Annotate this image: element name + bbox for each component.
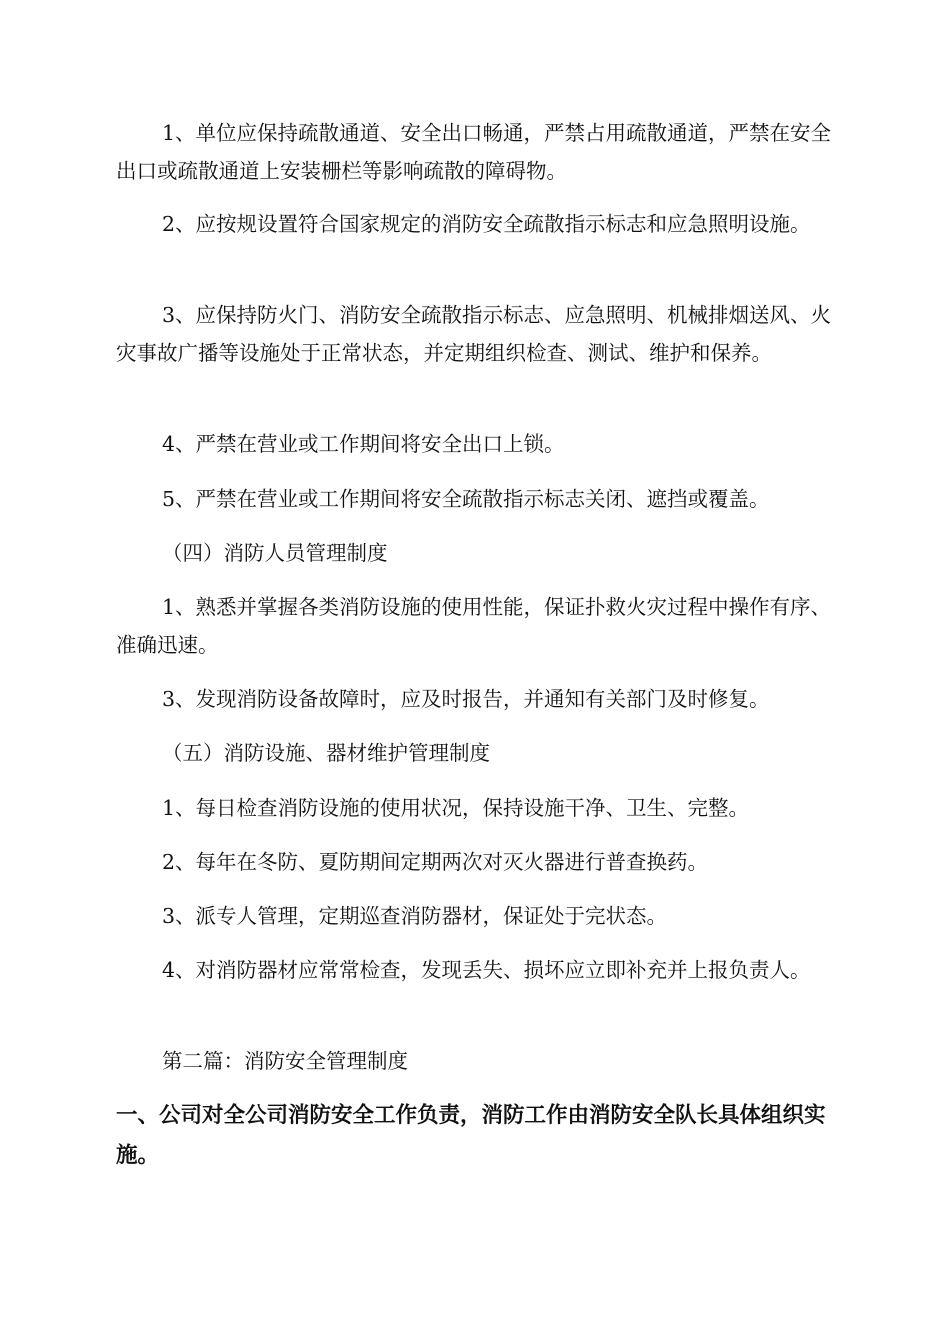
paragraph-equipment-4: 4、对消防器材应常常检查，发现丢失、损坏应立即补充并上报负责人。 [162, 958, 811, 982]
paragraph-evacuation-3: 3、应保持防火门、消防安全疏散指示标志、应急照明、机械排烟送风、火灾事故广播等设施处于正常状态，并定期组织检查、测试、维护和保养。 [116, 303, 832, 365]
paragraph-evacuation-5: 5、严禁在营业或工作期间将安全疏散指示标志关闭、遮挡或覆盖。 [162, 487, 770, 511]
paragraph-personnel-3: 3、发现消防设备故障时，应及时报告，并通知有关部门及时修复。 [162, 687, 770, 711]
paragraph-evacuation-2: 2、应按规设置符合国家规定的消防安全疏散指示标志和应急照明设施。 [162, 212, 811, 236]
paragraph-equipment-1: 1、每日检查消防设施的使用状况，保持设施干净、卫生、完整。 [162, 796, 750, 820]
paragraph-evacuation-1: 1、单位应保持疏散通道、安全出口畅通，严禁占用疏散通道，严禁在安全出口或疏散通道上安装栅栏等影响疏散的障碍物。 [116, 121, 832, 183]
paragraph-evacuation-4: 4、严禁在营业或工作期间将安全出口上锁。 [162, 432, 565, 456]
bold-heading: 一、公司对全公司消防安全工作负责，消防工作由消防安全队长具体组织实施。 [116, 1103, 826, 1168]
section-heading-equipment: （五）消防设施、器材维护管理制度 [162, 741, 490, 765]
section-heading-personnel: （四）消防人员管理制度 [162, 541, 388, 565]
paragraph-equipment-3: 3、派专人管理，定期巡查消防器材，保证处于完状态。 [162, 904, 668, 928]
paragraph-personnel-1: 1、熟悉并掌握各类消防设施的使用性能，保证扑救火灾过程中操作有序、准确迅速。 [116, 595, 832, 657]
paragraph-equipment-2: 2、每年在冬防、夏防期间定期两次对灭火器进行普查换药。 [162, 850, 709, 874]
chapter-title: 第二篇：消防安全管理制度 [162, 1049, 408, 1073]
